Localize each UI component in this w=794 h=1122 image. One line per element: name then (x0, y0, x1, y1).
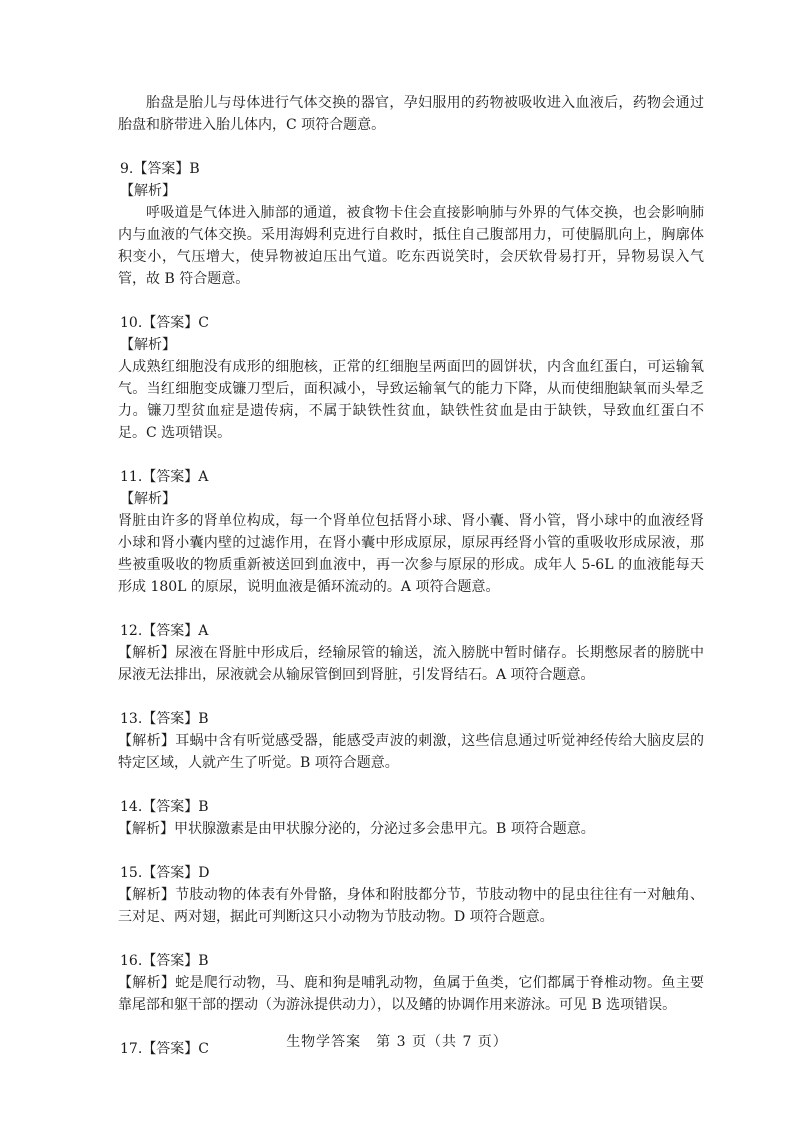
analysis-text: 呼吸道是气体进入肺部的通道，被食物卡住会直接影响肺与外界的气体交换，也会影响肺内与血液的气体交换。采用海姆利克进行自救时，抵住自己腹部用力，可使膈肌向上，胸廓体积变小，气压增大，使异物被迫压出气道。吃东西说笑时，会厌软骨易打开，异物易误入气管，故 B 符合题意。 (118, 205, 704, 287)
analysis-text: 人成熟红细胞没有成形的细胞核，正常的红细胞呈两面凹的圆饼状，内含血红蛋白，可运输氧气。当红细胞变成镰刀型后，面积减小，导致运输氧气的能力下降，从而使细胞缺氧而头晕乏力。镰刀型贫血症是遗传病，不属于缺铁性贫血，缺铁性贫血是由于缺铁，导致血红蛋白不足。C 选项错误。 (118, 359, 704, 441)
answer-heading: 14.【答案】B (120, 799, 209, 815)
answer-heading: 11.【答案】A (120, 469, 209, 485)
analysis-text: 【解析】甲状腺激素是由甲状腺分泌的，分泌过多会患甲亢。B 项符合题意。 (118, 821, 595, 837)
answer-item-11 (118, 466, 704, 598)
answer-item-12 (118, 620, 704, 686)
answer-heading: 15.【答案】D (120, 865, 210, 881)
analysis-label: 【解析】 (120, 183, 176, 199)
answer-content (118, 92, 704, 1060)
answer-item-9 (118, 158, 704, 290)
answer-heading: 12.【答案】A (120, 623, 209, 639)
answer-item-10 (118, 312, 704, 444)
page-footer: 生物学答案 第 3 页（共 7 页） (286, 1034, 508, 1050)
analysis-text: 【解析】蛇是爬行动物，马、鹿和狗是哺乳动物，鱼属于鱼类，它们都属于脊椎动物。鱼主要靠尾部和躯干部的摆动（为游泳提供动力），以及鳍的协调作用来游泳。可见 B 选项错误。 (118, 975, 704, 1013)
analysis-text: 【解析】节肢动物的体表有外骨骼，身体和附肢都分节，节肢动物中的昆虫往往有一对触角、三对足、两对翅，据此可判断这只小动物为节肢动物。D 项符合题意。 (118, 887, 704, 925)
intro-paragraph: 胎盘是胎儿与母体进行气体交换的器官，孕妇服用的药物被吸收进入血液后，药物会通过胎盘和脐带进入胎儿体内，C 项符合题意。 (118, 95, 704, 133)
answer-heading: 9.【答案】B (120, 161, 200, 177)
answer-item-13 (118, 708, 704, 774)
answer-item-15 (118, 862, 704, 928)
answer-item-16 (118, 950, 704, 1016)
analysis-label: 【解析】 (120, 491, 176, 507)
analysis-text: 【解析】尿液在肾脏中形成后，经输尿管的输送，流入膀胱中暂时储存。长期憋尿者的膀胱中尿液无法排出，尿液就会从输尿管倒回到肾脏，引发肾结石。A 项符合题意。 (118, 645, 704, 683)
answer-heading: 17.【答案】C (120, 1041, 209, 1057)
answer-heading: 10.【答案】C (120, 315, 209, 331)
answer-heading: 13.【答案】B (120, 711, 209, 727)
analysis-label: 【解析】 (120, 337, 176, 353)
answer-heading: 16.【答案】B (120, 953, 209, 969)
analysis-text: 肾脏由许多的肾单位构成，每一个肾单位包括肾小球、肾小囊、肾小管，肾小球中的血液经肾小球和肾小囊内壁的过滤作用，在肾小囊中形成原尿，原尿再经肾小管的重吸收形成尿液，那些被重吸收的物质重新被送回到血液中，再一次参与原尿的形成。成年人 5-6L 的血液能每天形成 180L 的原尿，说明血液是循环流动的。A 项符合题意。 (118, 513, 704, 595)
answer-item-14 (118, 796, 704, 840)
analysis-text: 【解析】耳蜗中含有听觉感受器，能感受声波的刺激，这些信息通过听觉神经传给大脑皮层的特定区域，人就产生了听觉。B 项符合题意。 (118, 733, 704, 771)
